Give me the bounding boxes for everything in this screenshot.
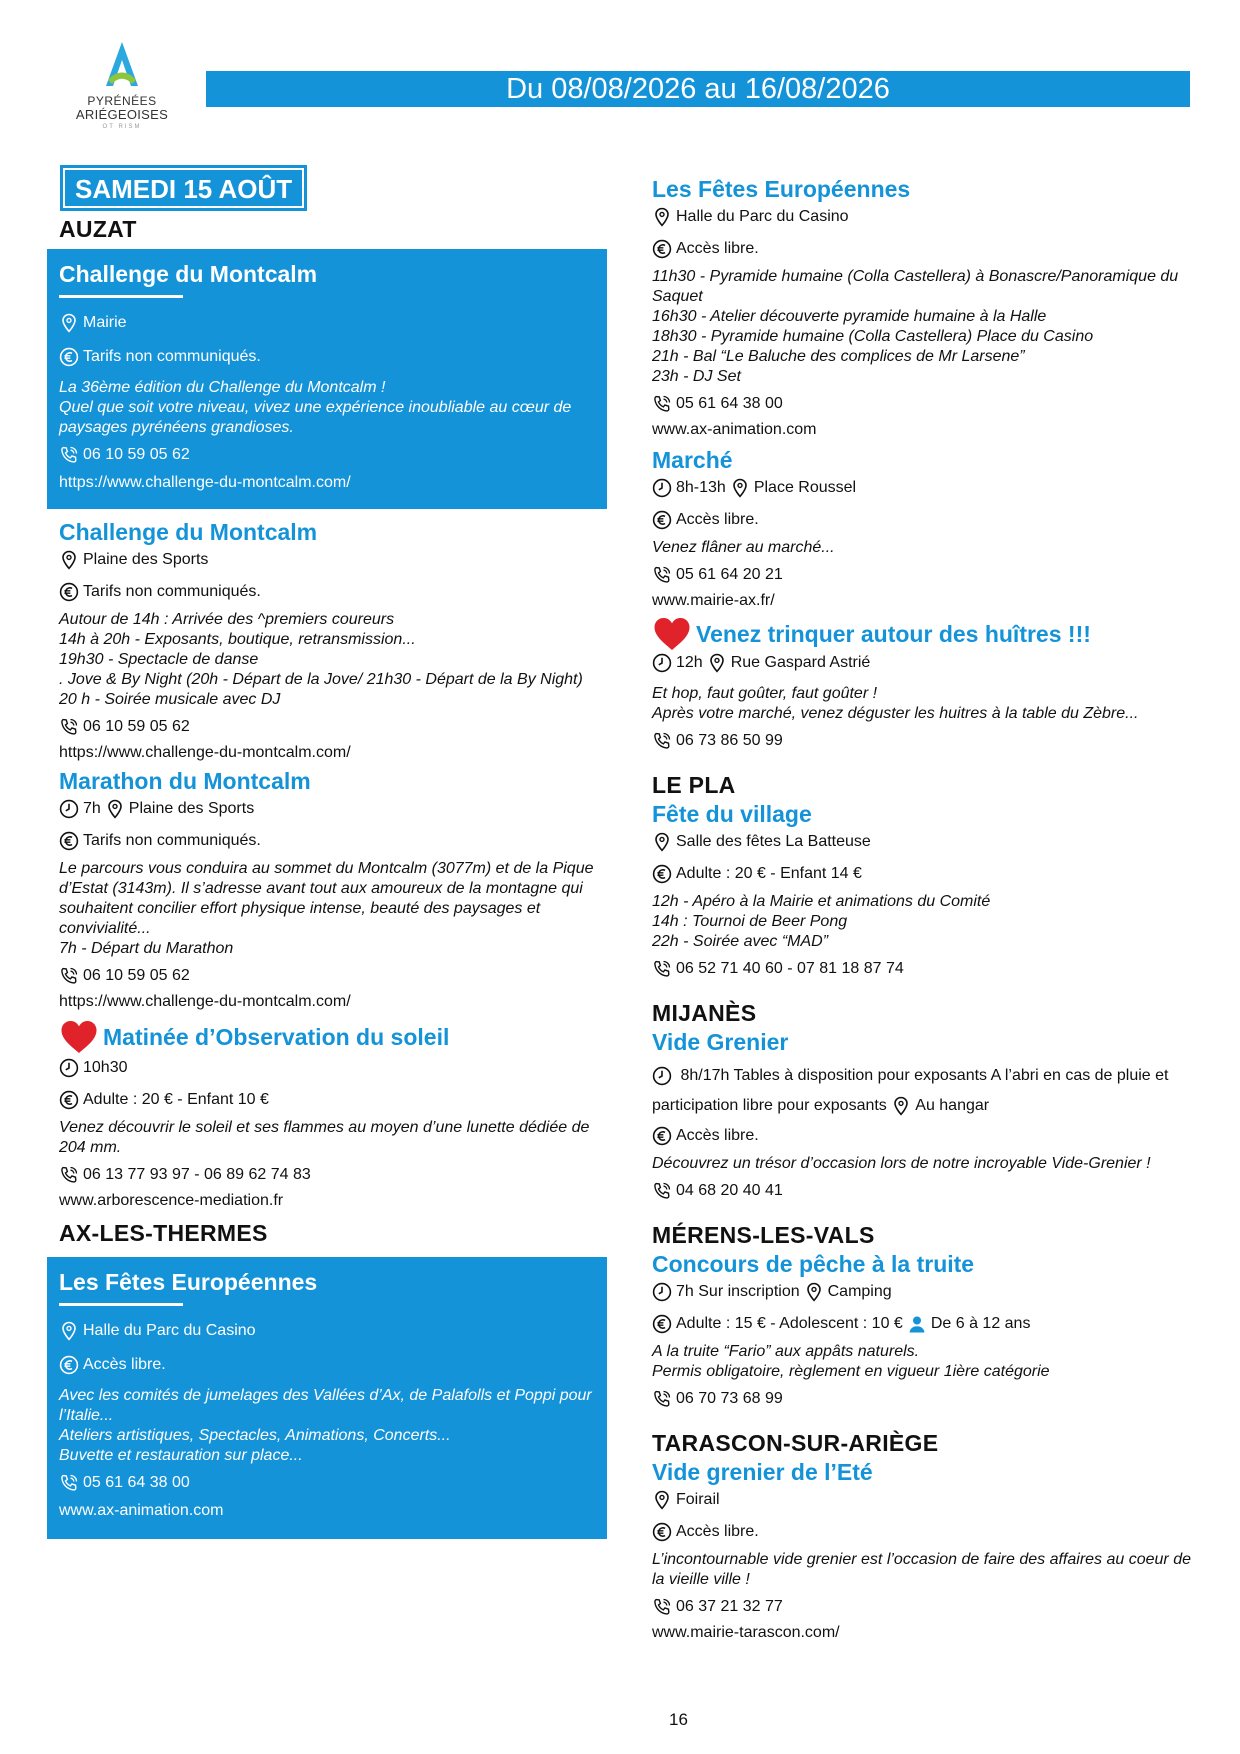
town-heading-ax-les-thermes: AX-LES-THERMES <box>59 1220 268 1246</box>
event-time-place <box>652 652 1197 674</box>
location-pin-icon <box>730 478 750 498</box>
place-text: Foirail <box>676 1491 720 1508</box>
event-description <box>652 1342 1197 1382</box>
event-description <box>652 892 1197 952</box>
phone-text: 06 73 86 50 99 <box>676 732 783 749</box>
event-title: Vide grenier de l’Eté <box>652 1459 873 1485</box>
clock-icon <box>652 478 672 498</box>
phone-text: 05 61 64 38 00 <box>83 1474 190 1491</box>
desc-line: 11h30 - Pyramide humaine (Colla Castellera) à Bonascre/Panoramique du <box>652 268 1179 285</box>
location-pin-icon <box>59 550 79 570</box>
event-price <box>59 1089 595 1111</box>
event-challenge-montcalm-mairie <box>47 249 607 509</box>
time-text: 10h30 <box>83 1059 128 1076</box>
town-heading-le-pla: LE PLA <box>652 772 736 798</box>
event-description <box>652 1154 1197 1174</box>
event-price <box>652 1521 1197 1543</box>
desc-line: Venez flâner au marché... <box>652 539 835 556</box>
phone-text: 06 37 21 32 77 <box>676 1598 783 1615</box>
event-vide-grenier-ete <box>652 1457 1197 1644</box>
heart-icon <box>652 616 692 652</box>
euro-icon <box>652 1314 672 1334</box>
desc-line: Permis obligatoire, règlement en vigueur 1ière catégorie <box>652 1363 1050 1380</box>
logo <box>72 40 172 140</box>
desc-line: 18h30 - Pyramide humaine (Colla Castellera) Place du Casino <box>652 328 1094 345</box>
price-text: Tarifs non communiqués. <box>83 832 261 849</box>
event-phone <box>652 393 1197 415</box>
euro-icon <box>59 1090 79 1110</box>
event-challenge-montcalm-plaine <box>47 517 607 764</box>
event-time-place <box>652 477 1197 499</box>
desc-line: Après votre marché, venez déguster les huitres à la table du Zèbre... <box>652 705 1139 722</box>
phone-icon <box>59 1473 79 1493</box>
title-underline <box>59 295 183 298</box>
location-pin-icon <box>652 1490 672 1510</box>
event-observation-soleil <box>47 1019 607 1212</box>
event-title-row <box>652 616 1197 652</box>
price-text: Accès libre. <box>676 511 759 528</box>
euro-icon <box>652 510 672 530</box>
euro-icon <box>59 582 79 602</box>
location-pin-icon <box>59 313 79 333</box>
event-vide-grenier-mijanes <box>652 1027 1197 1202</box>
time-text: 8h/17h Tables à disposition pour exposants A l’abri en cas de pluie et <box>680 1067 1169 1084</box>
event-time-place <box>652 1281 1197 1303</box>
event-url[interactable]: www.ax-animation.com <box>59 1502 224 1519</box>
place-text: Plaine des Sports <box>83 551 209 568</box>
desc-line: A la truite “Fario” aux appâts naturels. <box>652 1343 920 1360</box>
event-phone <box>59 1164 595 1186</box>
event-place <box>652 206 1197 228</box>
title-underline <box>59 1303 183 1306</box>
event-url[interactable]: www.mairie-tarascon.com/ <box>652 1624 840 1641</box>
price-text: Accès libre. <box>676 240 759 257</box>
event-url[interactable]: https://www.challenge-du-montcalm.com/ <box>59 993 351 1010</box>
event-description <box>59 1118 595 1158</box>
desc-line: 14h : Tournoi de Beer Pong <box>652 913 848 930</box>
desc-line: Quel que soit votre niveau, vivez une expérience inoubliable au cœur de <box>59 399 572 416</box>
event-description <box>59 378 595 438</box>
desc-line: l’Italie... <box>59 1407 114 1424</box>
event-title: Concours de pêche à la truite <box>652 1251 975 1277</box>
event-place <box>652 1489 1197 1511</box>
place-text: Mairie <box>83 314 127 331</box>
desc-line: Découvrez un trésor d’occasion lors de notre incroyable Vide-Grenier ! <box>652 1155 1151 1172</box>
price-text: Tarifs non communiqués. <box>83 583 261 600</box>
euro-icon <box>59 831 79 851</box>
desc-line: 204 mm. <box>59 1139 122 1156</box>
event-time-place <box>652 1061 1197 1121</box>
event-fete-du-village <box>652 799 1197 980</box>
event-price <box>652 1313 1197 1335</box>
event-phone <box>652 564 1197 586</box>
place-text: Plaine des Sports <box>128 800 255 817</box>
event-place <box>59 312 595 334</box>
desc-line: Avec les comités de jumelages des Vallées d’Ax, de Palafolls et Poppi pour <box>59 1387 592 1404</box>
date-range-banner: Du 08/08/2026 au 16/08/2026 <box>206 71 1190 107</box>
event-description <box>652 267 1197 387</box>
phone-text: 06 13 77 93 97 - 06 89 62 74 83 <box>83 1166 311 1183</box>
event-description <box>59 1386 595 1466</box>
desc-line: 21h - Bal “Le Baluche des complices de Mr Larsene” <box>652 348 1025 365</box>
town-heading-tarascon: TARASCON-SUR-ARIÈGE <box>652 1430 939 1456</box>
event-fetes-europeennes-left <box>47 1257 607 1539</box>
clock-icon <box>652 1282 672 1302</box>
phone-icon <box>652 1597 672 1617</box>
event-description <box>652 684 1197 724</box>
phone-text: 06 10 59 05 62 <box>83 718 190 735</box>
event-time <box>59 1057 595 1079</box>
event-price <box>652 863 1197 885</box>
event-title: Challenge du Montcalm <box>59 261 318 287</box>
desc-line: 14h à 20h - Exposants, boutique, retransmission... <box>59 631 416 648</box>
clock-icon <box>59 799 79 819</box>
event-phone <box>652 1596 1197 1618</box>
price-text: Accès libre. <box>676 1523 759 1540</box>
logo-line-1: PYRÉNÉES <box>87 94 157 108</box>
person-icon <box>907 1314 927 1334</box>
price-text: Adulte : 20 € - Enfant 14 € <box>676 865 862 882</box>
place-text: Rue Gaspard Astrié <box>730 654 871 671</box>
desc-line: Le parcours vous conduira au sommet du Montcalm (3077m) et de la Pique <box>59 860 594 877</box>
logo-mark-icon <box>102 40 142 92</box>
price-text: Tarifs non communiqués. <box>83 348 261 365</box>
event-fetes-europeennes-right <box>652 174 1197 441</box>
phone-icon <box>59 966 79 986</box>
location-pin-icon <box>891 1096 911 1116</box>
event-title: Vide Grenier <box>652 1029 789 1055</box>
phone-icon <box>652 731 672 751</box>
phone-icon <box>652 394 672 414</box>
right-column <box>652 174 1197 1644</box>
location-pin-icon <box>59 1321 79 1341</box>
phone-text: 06 70 73 68 99 <box>676 1390 783 1407</box>
event-concours-peche <box>652 1249 1197 1410</box>
desc-line: Saquet <box>652 288 703 305</box>
phone-text: 05 61 64 38 00 <box>676 395 783 412</box>
desc-line: 12h - Apéro à la Mairie et animations du Comité <box>652 893 991 910</box>
place-text: Salle des fêtes La Batteuse <box>676 833 871 850</box>
event-title-row <box>59 1019 595 1055</box>
price-text: Adulte : 15 € - Adolescent : 10 € <box>676 1315 903 1332</box>
event-url[interactable]: www.mairie-ax.fr/ <box>652 592 775 609</box>
event-phone <box>59 444 595 466</box>
location-pin-icon <box>652 207 672 227</box>
desc-line: 19h30 - Spectacle de danse <box>59 651 259 668</box>
event-title: Venez trinquer autour des huîtres !!! <box>696 621 1091 647</box>
event-price <box>652 509 1197 531</box>
desc-line: Autour de 14h : Arrivée des ^premiers coureurs <box>59 611 395 628</box>
euro-icon <box>652 864 672 884</box>
event-place <box>59 549 595 571</box>
phone-icon <box>652 565 672 585</box>
desc-line: Buvette et restauration sur place... <box>59 1447 303 1464</box>
event-title: Challenge du Montcalm <box>59 519 318 545</box>
event-price <box>59 830 595 852</box>
desc-line: la vieille ville ! <box>652 1571 750 1588</box>
event-title: Fête du village <box>652 801 812 827</box>
event-description <box>59 859 595 959</box>
event-title: Marché <box>652 447 733 473</box>
event-marche <box>652 445 1197 612</box>
phone-icon <box>652 959 672 979</box>
place-text: Camping <box>827 1283 892 1300</box>
desc-line: 22h - Soirée avec “MAD” <box>652 933 829 950</box>
event-time-place <box>59 798 595 820</box>
event-title: Les Fêtes Européennes <box>59 1269 318 1295</box>
location-pin-icon <box>804 1282 824 1302</box>
euro-icon <box>59 1355 79 1375</box>
time-text: 7h Sur inscription <box>676 1283 800 1300</box>
location-pin-icon <box>652 832 672 852</box>
clock-icon <box>652 1066 672 1086</box>
left-column <box>47 168 607 1539</box>
desc-line: 23h - DJ Set <box>652 368 741 385</box>
event-price <box>652 1125 1197 1147</box>
location-pin-icon <box>707 653 727 673</box>
desc-line: 7h - Départ du Marathon <box>59 940 234 957</box>
phone-icon <box>59 445 79 465</box>
phone-icon <box>652 1389 672 1409</box>
event-description <box>652 538 1197 558</box>
euro-icon <box>652 1126 672 1146</box>
event-title: Marathon du Montcalm <box>59 768 311 794</box>
town-heading-merens-les-vals: MÉRENS-LES-VALS <box>652 1222 875 1248</box>
price-text: Adulte : 20 € - Enfant 10 € <box>83 1091 269 1108</box>
event-title: Les Fêtes Européennes <box>652 176 911 202</box>
day-heading: SAMEDI 15 AOÛT <box>63 168 304 208</box>
event-url[interactable]: www.ax-animation.com <box>652 421 817 438</box>
desc-line: L’incontournable vide grenier est l’occasion de faire des affaires au coeur de <box>652 1551 1191 1568</box>
desc-line: Ateliers artistiques, Spectacles, Animations, Concerts... <box>59 1427 451 1444</box>
clock-icon <box>652 653 672 673</box>
time-text: 7h <box>83 800 101 817</box>
euro-icon <box>652 239 672 259</box>
event-price <box>59 346 595 368</box>
event-description <box>59 610 595 710</box>
event-phone <box>652 1388 1197 1410</box>
page-number: 16 <box>669 1710 688 1729</box>
heart-icon <box>59 1019 99 1055</box>
event-description <box>652 1550 1197 1590</box>
desc-line: Et hop, faut goûter, faut goûter ! <box>652 685 878 702</box>
euro-icon <box>59 347 79 367</box>
desc-line: 20 h - Soirée musicale avec DJ <box>59 691 281 708</box>
town-heading-mijanes: MIJANÈS <box>652 1000 757 1026</box>
desc-line: . Jove & By Night (20h - Départ de la Jove/ 21h30 - Départ de la By Night) <box>59 671 583 688</box>
event-phone <box>652 730 1197 752</box>
event-phone <box>59 1472 595 1494</box>
event-phone <box>652 958 1197 980</box>
desc-line: Venez découvrir le soleil et ses flammes au moyen d’une lunette dédiée de <box>59 1119 590 1136</box>
event-url[interactable]: www.arborescence-mediation.fr <box>59 1192 284 1209</box>
event-marathon-montcalm <box>47 766 607 1013</box>
phone-icon <box>59 717 79 737</box>
event-place <box>59 1320 595 1342</box>
event-trinquer-huitres <box>652 616 1197 752</box>
place-text: Halle du Parc du Casino <box>676 208 849 225</box>
desc-line: 16h30 - Atelier découverte pyramide humaine à la Halle <box>652 308 1047 325</box>
phone-text: 05 61 64 20 21 <box>676 566 783 583</box>
logo-line-3: OT RISM <box>102 124 142 130</box>
desc-line: d’Estat (3143m). Il s’adresse avant tout aux amoureux de la montagne qui <box>59 880 583 897</box>
phone-text: 04 68 20 40 41 <box>676 1182 783 1199</box>
event-price <box>59 581 595 603</box>
event-price <box>652 238 1197 260</box>
event-phone <box>59 965 595 987</box>
event-title: Matinée d’Observation du soleil <box>103 1024 450 1050</box>
age-text: De 6 à 12 ans <box>930 1315 1031 1332</box>
clock-icon <box>59 1058 79 1078</box>
event-url[interactable]: https://www.challenge-du-montcalm.com/ <box>59 474 351 491</box>
event-url[interactable]: https://www.challenge-du-montcalm.com/ <box>59 744 351 761</box>
phone-text: 06 52 71 40 60 - 07 81 18 87 74 <box>676 960 904 977</box>
place-text: Halle du Parc du Casino <box>83 1322 256 1339</box>
place-text: Au hangar <box>915 1097 990 1114</box>
price-text: Accès libre. <box>676 1127 759 1144</box>
desc-line: souhaitent concilier effort physique intense, beauté des paysages et <box>59 900 541 917</box>
event-place <box>652 831 1197 853</box>
time-text-cont: participation libre pour exposants <box>652 1097 887 1114</box>
event-phone <box>59 716 595 738</box>
logo-line-2: ARIÉGEOISES <box>75 107 169 122</box>
desc-line: La 36ème édition du Challenge du Montcalm ! <box>59 379 386 396</box>
price-text: Accès libre. <box>83 1356 166 1373</box>
time-text: 8h-13h <box>676 479 726 496</box>
place-text: Place Roussel <box>753 479 857 496</box>
euro-icon <box>652 1522 672 1542</box>
time-text: 12h <box>676 654 703 671</box>
town-heading-auzat: AUZAT <box>59 216 137 242</box>
phone-text: 06 10 59 05 62 <box>83 446 190 463</box>
phone-icon <box>652 1181 672 1201</box>
event-price <box>59 1354 595 1376</box>
event-phone <box>652 1180 1197 1202</box>
location-pin-icon <box>105 799 125 819</box>
phone-text: 06 10 59 05 62 <box>83 967 190 984</box>
desc-line: convivialité... <box>59 920 151 937</box>
desc-line: paysages pyrénéens grandioses. <box>59 419 294 436</box>
phone-icon <box>59 1165 79 1185</box>
